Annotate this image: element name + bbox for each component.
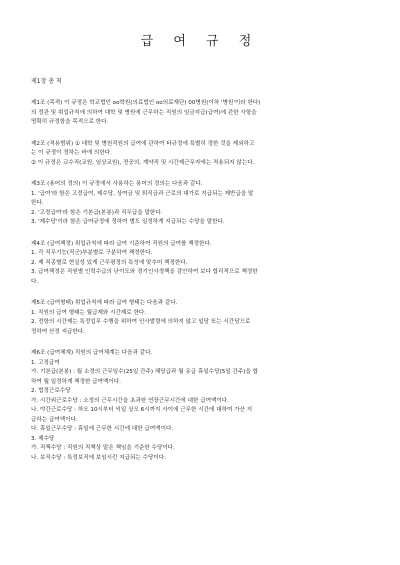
text-line: 1. 직원의 급여 형태는 월급제와 시간제로 한다. [31,309,147,316]
text-line: 는 이 규정이 정하는 바에 의한다. [31,150,112,156]
article-paragraph [31,140,373,169]
article-paragraph [31,349,373,463]
text-line: 제3조 (용어의 정의) 이 규정에서 사용하는 용어의 정의는 다음과 같다. [31,181,203,187]
text-line: 나. 보직수당 : 특정보직에 보임시킨 지급되는 수당이다. [31,454,166,461]
text-line: 다. [31,278,39,285]
text-line: ② 이 규정은 교수직(교원, 임상교원), 전공의, 계약직 및 시간제근무자에는 적용되지 않는다. [31,159,255,166]
text-line: 명확히 규정함을 목적으로 한다. [31,119,109,125]
text-line: 가. 기본급(본봉) : 월 소정의 근무일수(25일 간주) 해당급과 월 유급 휴일수당(5일 간주)을 합 [31,369,259,375]
document-title: 급 여 규 정 [140,34,260,49]
text-line: 정하여 산정 지급한다. [31,328,85,335]
article-paragraph [31,240,373,288]
text-line: 제4조 (급여책정) 취업규칙에 따라 급여 기준하여 직원의 급여를 책정한다. [31,240,212,247]
text-line: 제6조 (급여체계) 직원의 급여체계는 다음과 같다. [31,350,153,356]
text-line: 2. 제 직종별로 현실성 있게 근무평정의 특성에 맞추어 책정한다. [31,259,188,266]
text-line: 1. 각 직무기능(직군)부분별로 구분하여 책정한다. [31,250,153,256]
text-line: 2. 전항의 시간제는 특정업무 수행을 위하여 인사발령에 의하지 않고 일당 또는 시간당으로 [31,319,251,325]
text-line: 한다. [31,200,44,206]
text-line: 1. 고정급여 [31,359,60,366]
article-paragraph [31,299,373,337]
chapter-heading: 제1장 총 칙 [31,78,62,85]
article-paragraph [31,99,373,128]
text-line: 2. '고정급여'라 함은 기본급(본봉)과 직무급을 말한다. [31,209,163,216]
text-line: 가. 직책수당 : 직원의 직책상 맡은 책임을 기준한 수당이다. [31,445,175,451]
text-line: 제2조 (적용범위) ① 대학 및 병원직원의 급여에 관하여 타규정에 특별히 정한 것을 제외하고 [31,140,255,147]
text-line: 2. 법정근로수당 [31,388,71,394]
document-body [31,99,373,475]
text-line: 급하는 급여액이다. [31,416,78,423]
text-line: 제1조 (목적) 이 규정은 학교법인 oo학원(의료법인 oo의료재단) 00병원(이하 '병원'이라 한다) [31,100,261,106]
text-line: 가. 시간외근로수당 : 소정의 근무시간을 초과한 연장근무시간에 대한 급여액이다. [31,397,229,404]
text-line: 제5조 (급여형태) 취업규칙에 따라 급여 형태는 다음과 같다. [31,300,178,306]
article-paragraph [31,180,373,228]
text-line: 하여 월 일정하게 책정한 급여액이다. [31,378,121,385]
text-line: 3. 급여책정은 직원별 인력수급의 난이도와 경기인사정책을 감안하여 보다 합리적으로 책정한 [31,269,258,275]
text-line: 다. 휴일근무수당 : 휴일에 근무한 시간에 대한 급여액이다. [31,426,174,432]
text-line: 1. '급여'라 함은 고정급여, 제수당, 상여금 및 퇴직금과 근로의 대가로 지급되는 제반급을 말 [31,190,254,197]
text-line: 의 정관 및 취업규칙에 의하여 대학 및 병원에 근무하는 직원의 임금지급(급여)에 관한 사항을 [31,109,257,116]
text-line: 나. 야간근로수당 : 하오 10시부터 익일 상오 6시까지 사이에 근무한 시간에 대하여 가산 지 [31,407,253,413]
text-line: 3. 제수당 [31,435,55,442]
text-line: 3. '제수당'이라 함은 급여규정에 정하여 별도 일정하게 지급되는 수당을 말한다. [31,219,225,225]
